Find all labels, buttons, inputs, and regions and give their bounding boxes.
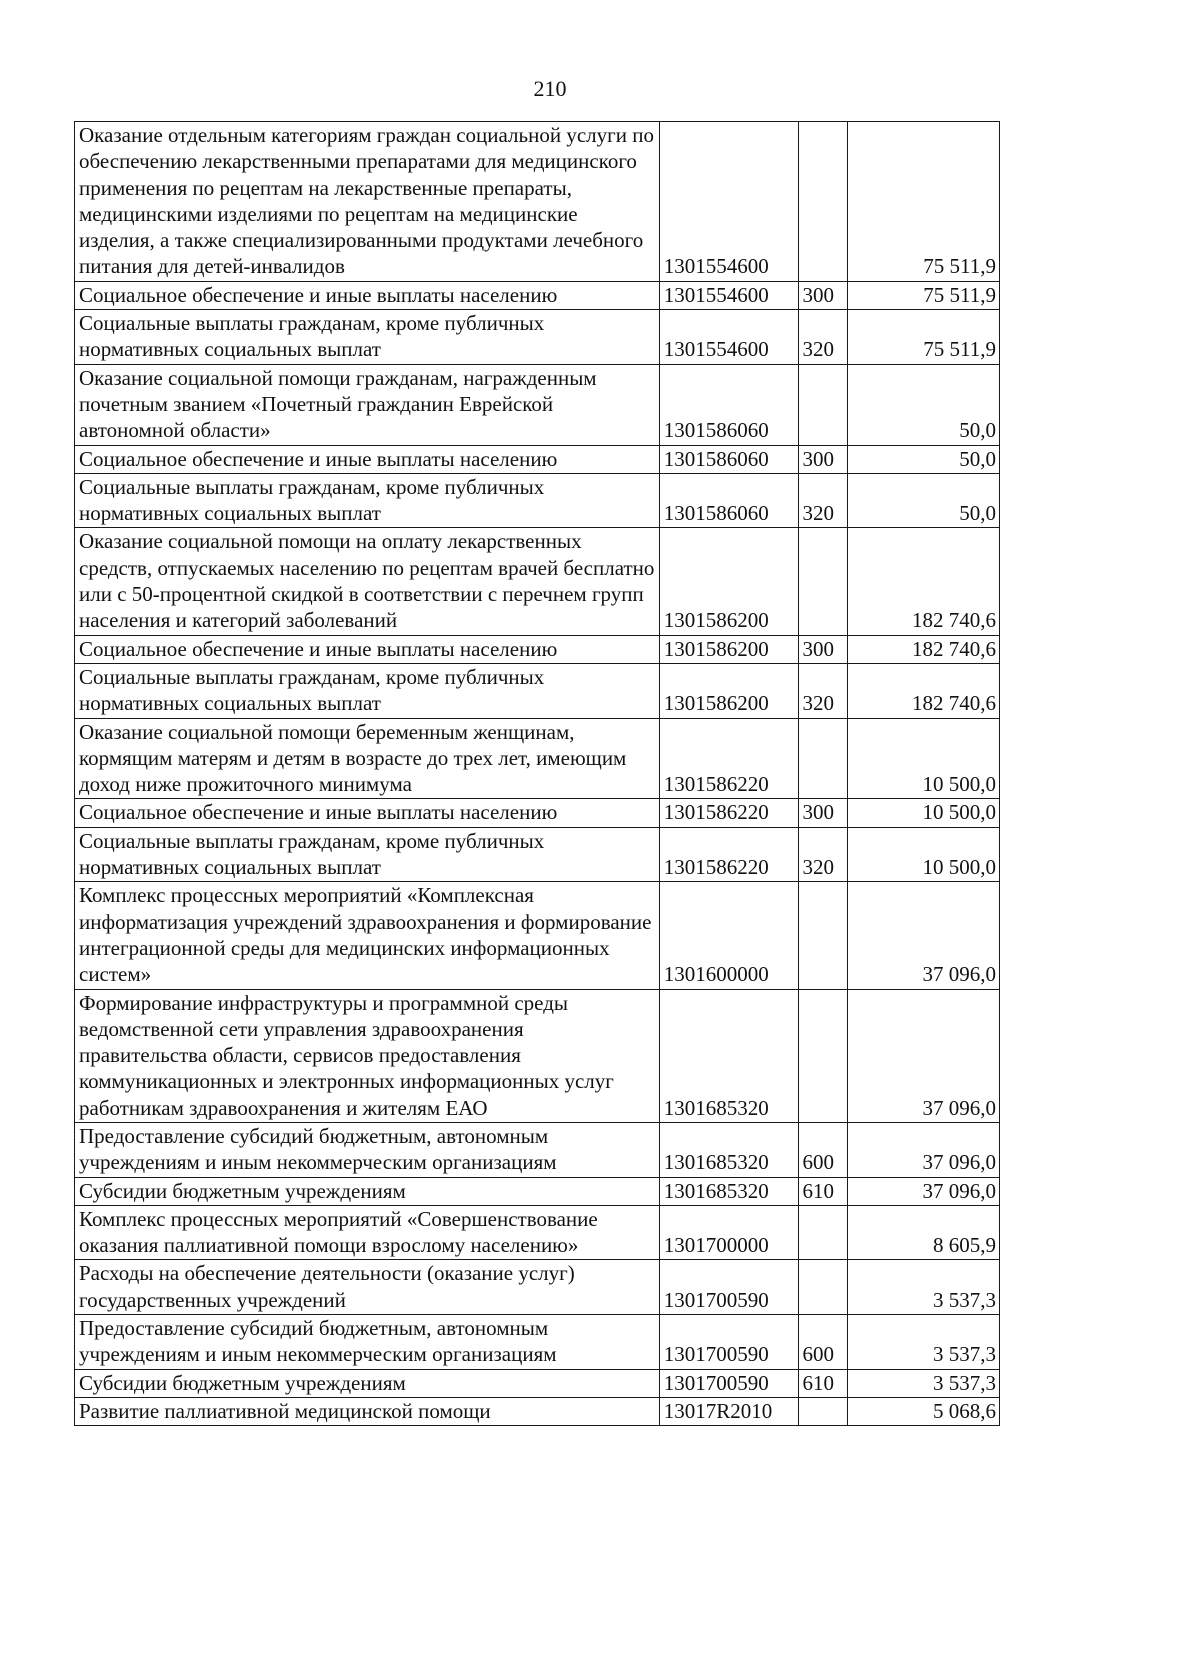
row-code-cell: 1301700590 <box>659 1369 798 1397</box>
row-amount-cell: 182 740,6 <box>847 528 999 635</box>
row-name-cell: Субсидии бюджетным учреждениям <box>75 1369 660 1397</box>
row-type-cell <box>798 718 847 799</box>
row-code-cell: 1301586200 <box>659 528 798 635</box>
row-type-cell: 300 <box>798 799 847 827</box>
row-amount-cell: 5 068,6 <box>847 1397 999 1425</box>
row-code-cell: 1301586220 <box>659 827 798 882</box>
row-type-cell: 300 <box>798 445 847 473</box>
row-name-cell: Предоставление субсидий бюджетным, автономным учреждениям и иным некоммерческим организациям <box>75 1315 660 1370</box>
row-amount-cell: 182 740,6 <box>847 663 999 718</box>
row-amount-cell: 3 537,3 <box>847 1369 999 1397</box>
row-name-cell: Предоставление субсидий бюджетным, автономным учреждениям и иным некоммерческим организациям <box>75 1122 660 1177</box>
row-code-cell: 1301554600 <box>659 281 798 309</box>
table-row <box>75 445 1000 473</box>
row-amount-cell: 10 500,0 <box>847 799 999 827</box>
table-row <box>75 635 1000 663</box>
table-row <box>75 122 1000 282</box>
row-code-cell: 1301554600 <box>659 122 798 282</box>
table-row <box>75 1369 1000 1397</box>
table-row <box>75 1315 1000 1370</box>
table-row <box>75 473 1000 528</box>
row-amount-cell: 75 511,9 <box>847 122 999 282</box>
table-row <box>75 1177 1000 1205</box>
table-row <box>75 882 1000 989</box>
row-name-cell: Оказание социальной помощи беременным женщинам, кормящим матерям и детям в возрасте до трех лет, имеющим доход ниже прожиточного минимума <box>75 718 660 799</box>
row-type-cell: 600 <box>798 1315 847 1370</box>
row-amount-cell: 10 500,0 <box>847 718 999 799</box>
row-amount-cell: 37 096,0 <box>847 989 999 1122</box>
budget-table <box>74 121 1000 1426</box>
table-row <box>75 989 1000 1122</box>
row-type-cell <box>798 1260 847 1315</box>
row-code-cell: 1301700590 <box>659 1315 798 1370</box>
row-name-cell: Расходы на обеспечение деятельности (оказание услуг) государственных учреждений <box>75 1260 660 1315</box>
row-amount-cell: 8 605,9 <box>847 1205 999 1260</box>
row-type-cell: 300 <box>798 281 847 309</box>
row-name-cell: Социальное обеспечение и иные выплаты населению <box>75 635 660 663</box>
row-name-cell: Формирование инфраструктуры и программной среды ведомственной сети управления здравоохранения правительства области, сервисов предоставления коммуникационных и электронных информационных услуг работникам здравоохранения и жителям ЕАО <box>75 989 660 1122</box>
budget-table-body <box>75 122 1000 1426</box>
row-code-cell: 13017R2010 <box>659 1397 798 1425</box>
row-name-cell: Субсидии бюджетным учреждениям <box>75 1177 660 1205</box>
row-type-cell: 320 <box>798 473 847 528</box>
row-amount-cell: 50,0 <box>847 364 999 445</box>
row-type-cell: 300 <box>798 635 847 663</box>
row-name-cell: Социальные выплаты гражданам, кроме публичных нормативных социальных выплат <box>75 827 660 882</box>
row-amount-cell: 75 511,9 <box>847 310 999 365</box>
row-amount-cell: 37 096,0 <box>847 1122 999 1177</box>
row-type-cell: 320 <box>798 310 847 365</box>
row-amount-cell: 50,0 <box>847 473 999 528</box>
page-number: 210 <box>533 76 567 101</box>
table-row <box>75 718 1000 799</box>
row-type-cell <box>798 989 847 1122</box>
row-type-cell: 600 <box>798 1122 847 1177</box>
table-row <box>75 799 1000 827</box>
row-name-cell: Социальные выплаты гражданам, кроме публичных нормативных социальных выплат <box>75 473 660 528</box>
table-row <box>75 364 1000 445</box>
row-name-cell: Социальные выплаты гражданам, кроме публичных нормативных социальных выплат <box>75 663 660 718</box>
row-code-cell: 1301586060 <box>659 473 798 528</box>
row-code-cell: 1301554600 <box>659 310 798 365</box>
row-amount-cell: 75 511,9 <box>847 281 999 309</box>
table-row <box>75 528 1000 635</box>
row-amount-cell: 10 500,0 <box>847 827 999 882</box>
row-type-cell <box>798 1205 847 1260</box>
row-name-cell: Комплекс процессных мероприятий «Совершенствование оказания паллиативной помощи взрослому населению» <box>75 1205 660 1260</box>
table-row <box>75 1122 1000 1177</box>
table-row <box>75 310 1000 365</box>
row-name-cell: Оказание социальной помощи на оплату лекарственных средств, отпускаемых населению по рецептам врачей бесплатно или с 50-процентной скидкой в соответствии с перечнем групп населения и категорий заболеваний <box>75 528 660 635</box>
row-code-cell: 1301586200 <box>659 663 798 718</box>
row-code-cell: 1301685320 <box>659 1122 798 1177</box>
table-row <box>75 1397 1000 1425</box>
table-row <box>75 827 1000 882</box>
row-type-cell: 320 <box>798 827 847 882</box>
row-amount-cell: 182 740,6 <box>847 635 999 663</box>
table-row <box>75 1260 1000 1315</box>
row-type-cell: 610 <box>798 1369 847 1397</box>
row-type-cell: 610 <box>798 1177 847 1205</box>
row-name-cell: Социальное обеспечение и иные выплаты населению <box>75 445 660 473</box>
row-amount-cell: 37 096,0 <box>847 882 999 989</box>
row-code-cell: 1301600000 <box>659 882 798 989</box>
row-amount-cell: 37 096,0 <box>847 1177 999 1205</box>
row-amount-cell: 50,0 <box>847 445 999 473</box>
row-name-cell: Комплекс процессных мероприятий «Комплексная информатизация учреждений здравоохранения и формирование интеграционной среды для медицинских информационных систем» <box>75 882 660 989</box>
row-type-cell <box>798 364 847 445</box>
table-row <box>75 281 1000 309</box>
row-code-cell: 1301586220 <box>659 799 798 827</box>
row-code-cell: 1301685320 <box>659 1177 798 1205</box>
row-type-cell <box>798 882 847 989</box>
row-name-cell: Социальное обеспечение и иные выплаты населению <box>75 281 660 309</box>
row-name-cell: Оказание отдельным категориям граждан социальной услуги по обеспечению лекарственными препаратами для медицинского применения по рецептам на лекарственные препараты, медицинскими изделиями по рецептам на медицинские изделия, а также специализированными продуктами лечебного питания для детей-инвалидов <box>75 122 660 282</box>
row-type-cell <box>798 528 847 635</box>
row-amount-cell: 3 537,3 <box>847 1315 999 1370</box>
row-type-cell <box>798 122 847 282</box>
row-name-cell: Социальное обеспечение и иные выплаты населению <box>75 799 660 827</box>
row-code-cell: 1301700000 <box>659 1205 798 1260</box>
row-name-cell: Социальные выплаты гражданам, кроме публичных нормативных социальных выплат <box>75 310 660 365</box>
row-type-cell: 320 <box>798 663 847 718</box>
row-code-cell: 1301700590 <box>659 1260 798 1315</box>
row-code-cell: 1301685320 <box>659 989 798 1122</box>
row-type-cell <box>798 1397 847 1425</box>
table-row <box>75 1205 1000 1260</box>
row-amount-cell: 3 537,3 <box>847 1260 999 1315</box>
row-code-cell: 1301586200 <box>659 635 798 663</box>
row-name-cell: Оказание социальной помощи гражданам, награжденным почетным званием «Почетный гражданин Еврейской автономной области» <box>75 364 660 445</box>
row-code-cell: 1301586060 <box>659 445 798 473</box>
row-name-cell: Развитие паллиативной медицинской помощи <box>75 1397 660 1425</box>
row-code-cell: 1301586220 <box>659 718 798 799</box>
row-code-cell: 1301586060 <box>659 364 798 445</box>
table-row <box>75 663 1000 718</box>
